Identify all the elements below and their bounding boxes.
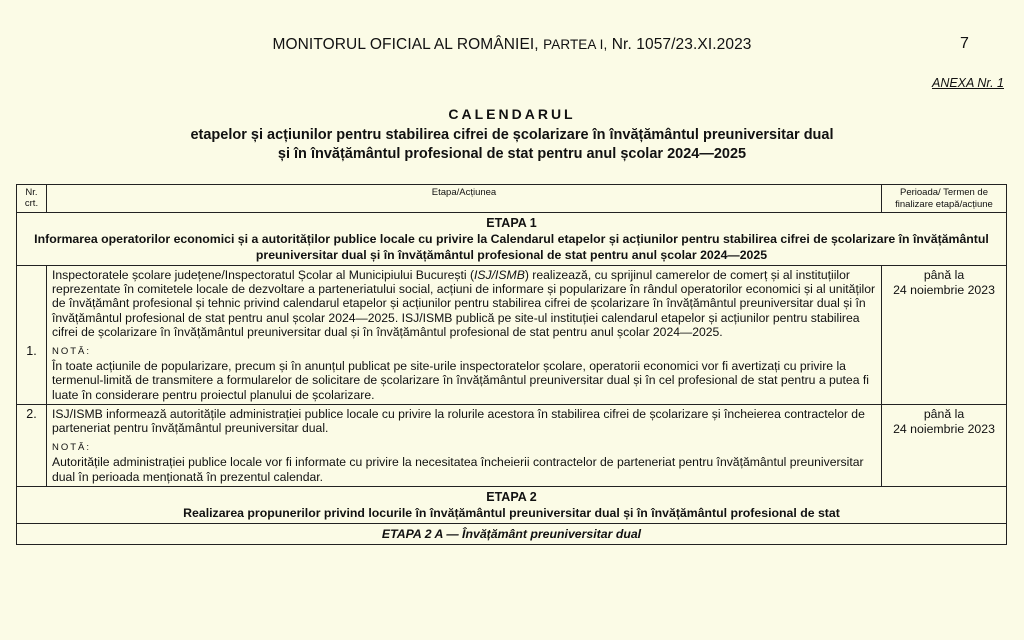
row-1-text: Inspectoratele școlare județene/Inspectoratul Școlar al Municipiului București (ISJ/ISMB) realizează, cu sprijinul camerelor de comerț și al instituțiilor reprezentate în comitetele locale de dezvoltare a parteneriatului social, acțiuni de informare și popularizare în rândul operatorilor economici și al unităților de învățământ profesional și tehnic privind calendarul etapelor și acțiunilor pentru stabilirea cifrei de școlarizare în învățământul preuniversitar dual și în învățământul profesional de stat pentru anul școlar 2024—2025. ISJ/ISMB publică pe site-ul instituției calendarul etapelor și acțiunilor pentru stabilirea cifrei de școlarizare în învățământul preuniversitar dual și în învățământul profesional de stat pentru anul școlar 2024—2025. [52, 268, 876, 339]
page-header [0, 36, 1024, 54]
row-2-note: Autoritățile administrației publice locale vor fi informate cu privire la necesitatea încheierii contractelor de parteneriat pentru învățământul preuniversitar dual în perioada menționată în prezentul calendar. [52, 455, 864, 484]
row-1-action [47, 266, 882, 405]
calendar-table [16, 184, 1007, 545]
stage-2-label: ETAPA 2 [486, 489, 537, 504]
row-2-text: ISJ/ISMB informează autoritățile administrației publice locale cu privire la rolurile acestora în stabilirea cifrei de școlarizare și încheierea contractelor de parteneriat pentru învățământul preuniversitar dual. [52, 406, 865, 436]
stage-1-cell [17, 213, 1007, 266]
stage-1-label: ETAPA 1 [486, 216, 537, 230]
publication-name: MONITORUL OFICIAL AL ROMÂNIEI, [272, 36, 539, 53]
stage-2-title: Realizarea propunerilor privind locurile în învățământul preuniversitar dual și în învățământul profesional de stat [183, 505, 840, 520]
subtitle-line-2: și în învățământul profesional de stat pentru anul școlar 2024—2025 [277, 146, 747, 162]
publication-part: PARTEA I, [543, 37, 608, 52]
row-1-abbr: ISJ/ISMB [474, 268, 525, 282]
table-row [17, 404, 1007, 486]
table-row [17, 266, 1007, 405]
stage-2-row [17, 486, 1007, 523]
subtitle-line-1: etapelor și acțiunilor pentru stabilirea cifrei de școlarizare în învățământul preuniversitar dual [190, 127, 834, 143]
stage-2-cell [17, 486, 1007, 523]
row-2-action [47, 404, 882, 486]
stage-1-title: Informarea operatorilor economici și a autorităților publice locale cu privire la Calendarul etapelor și acțiunilor pentru stabilirea cifrei de școlarizare în învățământul preuniversitar dual și în învățământul profesional de stat pentru anul școlar 2024—2025 [34, 232, 989, 262]
row-1-note-label: NOTĂ: [52, 346, 92, 358]
header-period: Perioada/ Termen de finalizare etapă/acțiune [882, 185, 1007, 213]
publication-issue: Nr. 1057/23.XI.2023 [611, 36, 752, 53]
stage-2a-row [17, 523, 1007, 544]
document-subtitle [0, 126, 1024, 164]
stage-2a-label: ETAPA 2 A — Învățământ preuniversitar dual [381, 526, 642, 541]
annex-label: ANEXA Nr. 1 [931, 76, 1004, 90]
row-1-number: 1. [17, 266, 47, 405]
header-nr: Nr. crt. [17, 185, 47, 213]
row-2-number: 2. [17, 404, 47, 486]
row-1-deadline: până la 24 noiembrie 2023 [882, 266, 1007, 405]
row-2-note-label: NOTĂ: [52, 442, 92, 454]
header-action: Etapa/Acțiunea [47, 185, 882, 213]
stage-2a-cell [17, 523, 1007, 544]
document-title: CALENDARUL [448, 106, 576, 122]
stage-1-row [17, 213, 1007, 266]
page-number: 7 [960, 35, 969, 52]
row-1-note: În toate acțiunile de popularizare, precum și în anunțul publicat pe site-urile inspectoratelor școlare, operatorii economici vor fi avertizați cu privire la termenul-limită de transmitere a formularelor de solicitare de școlarizare în învățământul preuniversitar dual și în cel profesional de stat pentru a putea fi luate în considerare pentru proiectul planului de școlarizare. [52, 359, 869, 402]
table-header-row [17, 185, 1007, 213]
row-2-deadline: până la 24 noiembrie 2023 [882, 404, 1007, 486]
